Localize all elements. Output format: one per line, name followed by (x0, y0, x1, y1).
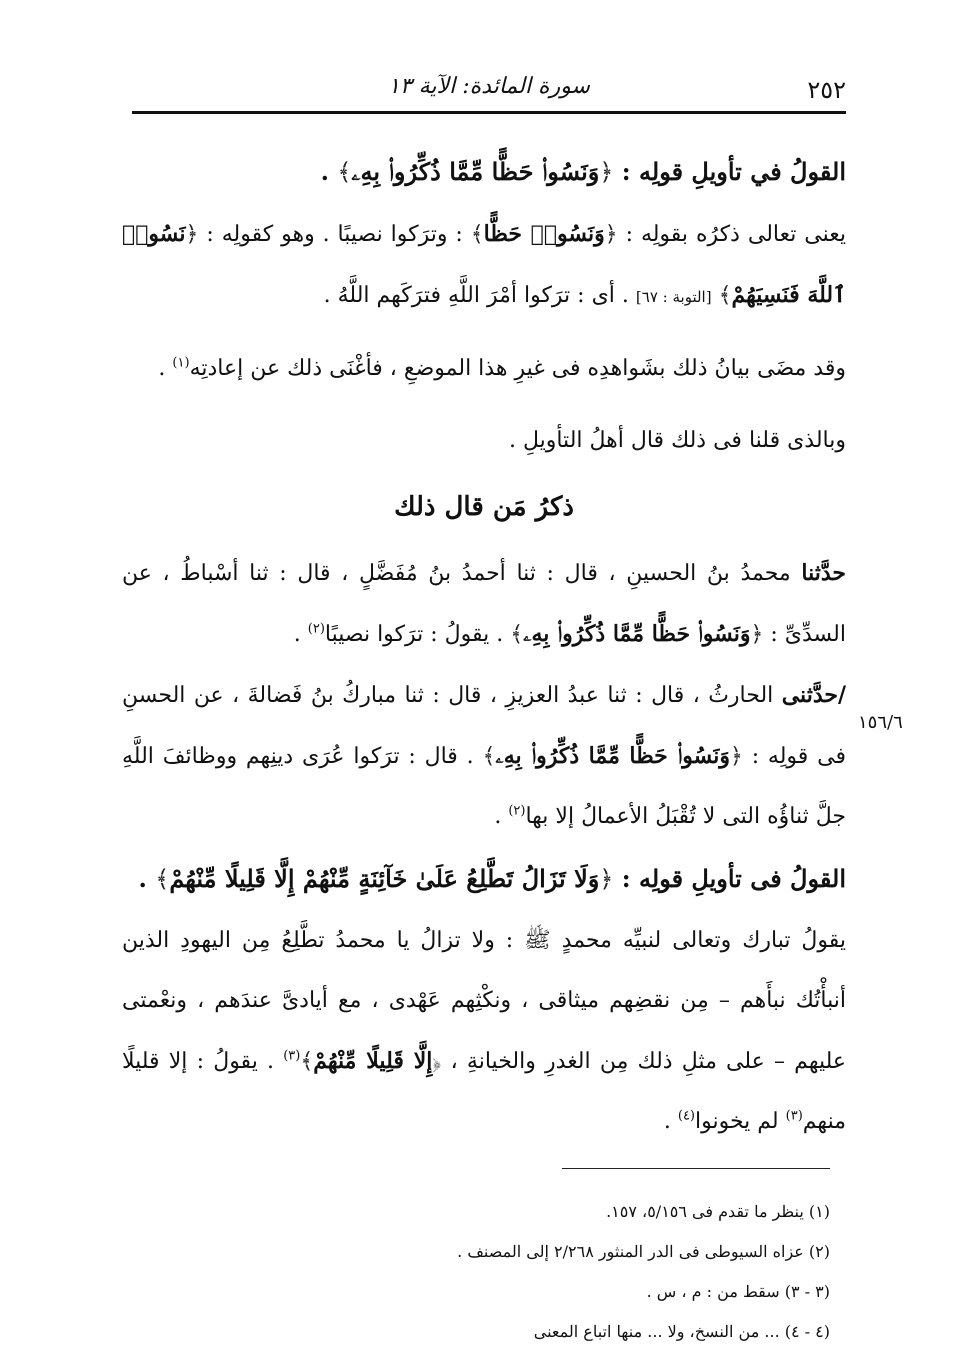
footnotes (300, 1192, 830, 1352)
paragraph-text: . أى : ترَكوا أمْرَ اللَّهِ فترَكَهم اللَّهُ . (323, 283, 629, 308)
footnote-ref[interactable]: (٤) (677, 1108, 695, 1124)
quran-quote: إِلَّا قَلِيلًا مِّنْهُمْ (313, 1048, 433, 1074)
page-number: ٢٥٢ (807, 76, 846, 104)
heading-lead: القولُ في تأويلِ قولِه : (621, 157, 846, 186)
paragraph-2: وقد مضَى بيانُ ذلك بشَواهدِه فى غيرِ هذا الموضعِ ، فأغْنَى ذلك عن إعادتِه$^{(١)}$ . (158, 355, 846, 381)
ornate-bracket-open: ﴿ (750, 622, 764, 647)
footnote-3: (٣ - ٣) سقط من : م ، س . (646, 1282, 830, 1301)
quran-quote: وَلَا تَزَالُ تَطَّلِعُ عَلَىٰ خَآئِنَةٍ مِّنْهُمْ إِلَّا قَلِيلًا مِّنْهُمْ (169, 864, 600, 893)
paragraph-text: وقد مضَى بيانُ ذلك بشَواهدِه فى غيرِ هذا الموضعِ ، فأغْنَى ذلك عن إعادتِه (189, 356, 846, 381)
footnote-ref[interactable]: (٢) (508, 803, 526, 819)
ornate-bracket-open: ﴿ (729, 744, 743, 769)
paragraph-3 (122, 411, 846, 471)
ornate-bracket-open: ﴿ (599, 865, 614, 893)
paragraph-text: لم يخونوا (695, 1109, 779, 1134)
page-header (132, 66, 846, 114)
ornate-bracket-close: ﴾ (155, 865, 170, 893)
page-body (122, 140, 846, 1152)
quran-quote: وَنَسُوا۟ حَظًّا مِّمَّا ذُكِّرُوا۟ بِهِۦ (495, 743, 730, 769)
ornate-bracket-open: ﴿ (185, 222, 199, 247)
quran-quote: وَنَسُوا۟ حَظًّا مِّمَّا ذُكِّرُوا۟ بِهِۦ (351, 157, 600, 186)
ornate-bracket-close: ﴾ (510, 622, 524, 647)
footnote-4: (٤ - ٤) ... من النسخ، ولا ... منها اتباع المعنى (533, 1322, 830, 1341)
footnote-2: (٢) عزاه السيوطى فى الدر المنثور ٢/٢٦٨ إلى المصنف . (457, 1242, 830, 1261)
paragraph-4: حدَّثنا محمدُ بنُ الحسينِ ، قال : ثنا أحمدُ بنُ مُفَضَّلٍ ، قال : ثنا أسْباطُ ، عن السدِّىِّ : ﴿وَنَسُوا۟ حَظًّا مِّمَّا ذُكِّرُوا۟ بِهِۦ﴾ . يقولُ : ترَكوا نصيبًا$^{(٢)}$ . (122, 560, 846, 647)
footnote-ref[interactable]: (٣) (283, 1048, 301, 1064)
paragraph-6: يقولُ تبارك وتعالى لنبيِّه محمدٍ ﷺ : ولا تزالُ يا محمدُ تطَّلِعُ مِن اليهودِ الذين أنبأْتُك نبأَهم – مِن نقضِهم ميثاقى ، ونكْثِهم عَهْدى ، مع أيادىَّ عندَهم ، ونعْمتى عليهم – على مثلِ ذلك مِن الغدرِ والخيانةِ ، ﴿إِلَّا قَلِيلًا مِّنْهُمْ﴾$^{(٣)}$ . يقولُ : إلا قليلًا منهم$^{(٣)}$ لم يخونوا$^{(٤)}$ . (122, 928, 847, 1134)
header-rule (132, 111, 846, 114)
paragraph-text: يعنى تعالى ذكرُه بقولِه : (625, 222, 846, 247)
paragraph-5: /حدَّثنى الحارثُ ، قال : ثنا عبدُ العزيزِ ، قال : ثنا مباركُ بنُ فَضالةَ ، عن الحسنِ فى قولِه : ﴿وَنَسُوا۟ حَظًّا مِّمَّا ذُكِّرُوا۟ بِهِۦ﴾ . قال : ترَكوا عُرَى دينِهم ووظائفَ اللَّهِ جلَّ ثناؤُه التى لا تُقْبَلُ الأعمالُ إلا بها$^{(٢)}$ . (122, 682, 846, 829)
paragraph-1 (122, 204, 846, 327)
margin-reference: ١٥٦/٦ (858, 712, 903, 733)
ornate-bracket-close: ﴾ (718, 283, 732, 308)
footnote-1: (١) ينظر ما تقدم فى ٥/١٥٦، ١٥٧. (606, 1202, 830, 1221)
ornate-bracket-close: ﴾ (470, 222, 484, 247)
quran-quote: وَنَسُوا۟ حَظًّا مِّمَّا ذُكِّرُوا۟ بِهِۦ (523, 621, 751, 647)
footnote-ref[interactable]: (١) (172, 355, 190, 371)
heading-lead: القولُ فى تأويلِ قولِه : (621, 864, 846, 893)
ornate-bracket-close: ﴾ (300, 1049, 314, 1074)
paragraph-text: محمدُ بنُ الحسينِ ، قال : ثنا أحمدُ بنُ مُفَضَّلٍ ، قال : ثنا أسْباطُ ، عن السدِّىِّ : (122, 561, 846, 647)
paragraph-text: . يقولُ : إلا قليلًا منهم (122, 1049, 846, 1134)
running-title: سورة المائدة: الآية ١٣ (388, 74, 590, 99)
narration-lead: /حدَّثنى (781, 682, 846, 708)
paragraph-text: يقولُ تبارك وتعالى لنبيِّه محمدٍ ﷺ : ولا تزالُ يا محمدُ تطَّلِعُ مِن اليهودِ الذين أنبأْتُك نبأَهم – مِن نقضِهم ميثاقى ، ونكْثِهم عَهْدى ، مع أيادىَّ عندَهم ، ونعْمتى عليهم – على مثلِ ذلك مِن الغدرِ والخيانةِ ، (122, 928, 847, 1074)
footnote-rule (562, 1168, 830, 1169)
ornate-bracket-open: ﴿ (604, 222, 618, 247)
footnote-ref[interactable]: (٣) (785, 1108, 803, 1124)
quran-quote: نَسُوا۟ ٱللَّهَ فَنَسِيَهُمْ (122, 221, 846, 308)
paragraph-text: . قال : ترَكوا عُرَى دينِهم ووظائفَ اللَّهِ جلَّ ثناؤُه التى لا تُقْبَلُ الأعمالُ إلا بها (122, 744, 846, 829)
narration-lead: حدَّثنا (801, 560, 846, 586)
ornate-bracket-close: ﴾ (337, 158, 352, 186)
ornate-bracket-close: ﴾ (482, 744, 496, 769)
footnote-ref[interactable]: (٢) (307, 621, 325, 637)
quran-reference: [التوبة : ٦٧] (635, 288, 712, 306)
paragraph-text: : وترَكوا نصيبًا . وهو كقولِه : (206, 222, 463, 247)
paragraph-text: وبالذى قلنا فى ذلك قال أهلُ التأويلِ . (508, 428, 846, 453)
paragraph-text: الحارثُ ، قال : ثنا عبدُ العزيزِ ، قال : ثنا مباركُ بنُ فَضالةَ ، عن الحسنِ فى قولِه : (122, 683, 846, 769)
paragraph-text: . يقولُ : ترَكوا نصيبًا (324, 622, 504, 647)
heading-interpretation-1: القولُ في تأويلِ قولِه : ﴿وَنَسُوا۟ حَظًّا مِّمَّا ذُكِّرُوا۟ بِهِۦ﴾ . (320, 157, 846, 186)
section-title: ذكرُ مَن قال ذلك (394, 492, 574, 522)
ornate-bracket-open: ﴿ (599, 158, 614, 186)
ornate-bracket-open: ﴿ (432, 1049, 442, 1074)
quran-quote: وَنَسُوا۟ حَظًّا (483, 221, 605, 247)
heading-interpretation-2: القولُ فى تأويلِ قولِه : ﴿وَلَا تَزَالُ تَطَّلِعُ عَلَىٰ خَآئِنَةٍ مِّنْهُمْ إِلَّا قَلِيلًا مِّنْهُمْ﴾ . (138, 864, 846, 893)
